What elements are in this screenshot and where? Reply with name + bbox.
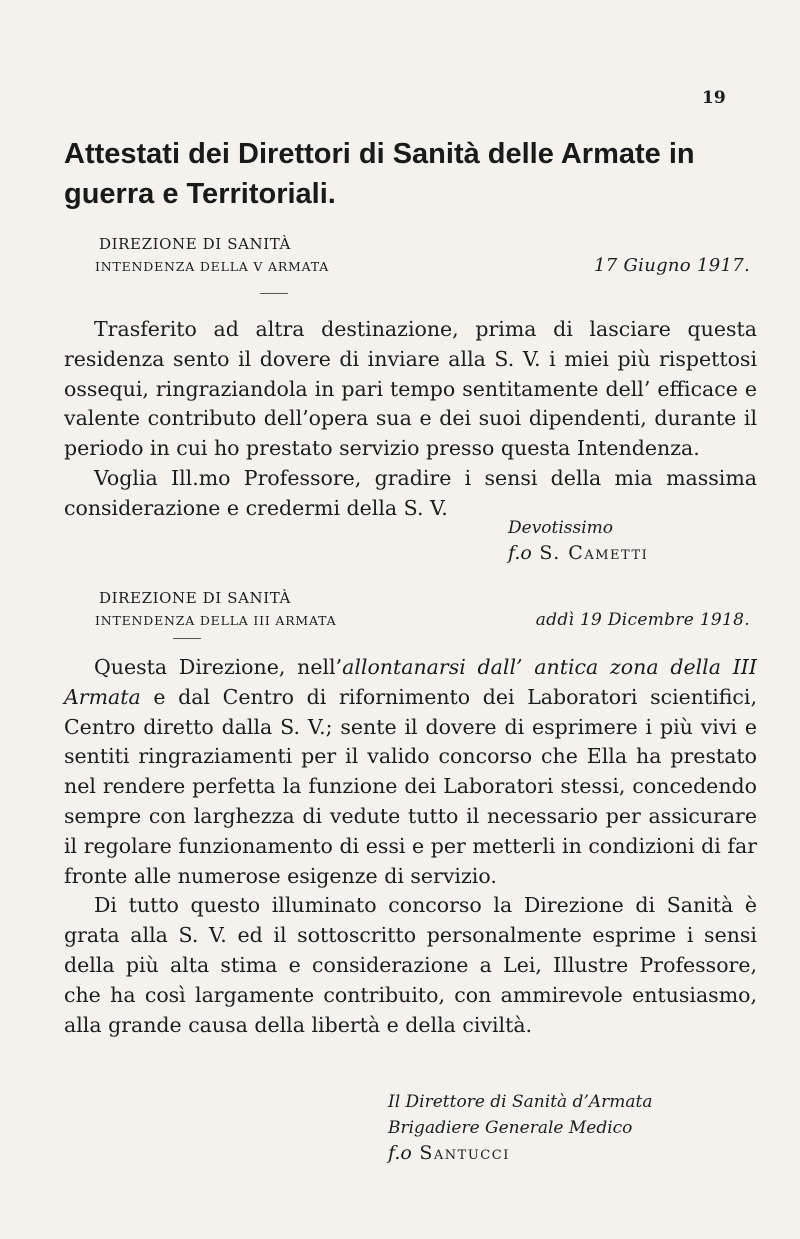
page-number: 19: [702, 88, 726, 108]
letter-1-paragraph-2: Voglia Ill.mo Professore, gradire i sensi della mia massima considerazione e credermi della S. V.: [64, 465, 757, 520]
letter-2-department: INTENDENZA DELLA III ARMATA: [95, 613, 337, 628]
letter-2-signature-name: Santucci: [419, 1142, 510, 1164]
letter-2-p1-rest: e dal Centro di rifornimento dei Laboratori scientifici, Centro diretto dalla S. V.; sente il dovere di esprimere i più vivi e sentiti ringraziamenti per il valido concorso che Ella ha prestato nel rendere perfetta la funzione dei Laboratori stessi, concedendo sempre con larghezza di vedute tutto il necessario per assicurare il regolare funzionamento di essi e per metterli in condizioni di far fronte alle numerose esigenze di servizio.: [64, 684, 757, 888]
letter-1-signature: [508, 542, 648, 564]
letter-1-office: DIREZIONE DI SANITÀ: [99, 235, 291, 253]
letter-2-p1-italic: allontanarsi dall’ antica zona della III Armata: [64, 655, 757, 709]
letter-2-office: DIREZIONE DI SANITÀ: [99, 589, 291, 607]
letter-1-signature-prefix: f.o: [508, 542, 532, 564]
letter-2-signature-prefix: f.o: [388, 1142, 412, 1164]
letter-header-2: [95, 587, 750, 632]
letter-2-closing-line-2: Brigadiere Generale Medico: [388, 1118, 633, 1138]
letter-1-closing: Devotissimo: [508, 518, 614, 538]
letter-header-1: [95, 233, 750, 278]
letter-1-signature-name: S. Cametti: [539, 542, 649, 564]
letter-1-body: [64, 315, 757, 524]
letter-2-signature: [388, 1142, 510, 1164]
letter-2-closing-line-1: Il Direttore di Sanità d’Armata: [388, 1092, 653, 1112]
letter-2-body: [64, 653, 757, 1040]
page-title: Attestati dei Direttori di Sanità delle Armate in guerra e Territoriali.: [64, 138, 695, 210]
letter-2-paragraph-1: [64, 653, 757, 891]
letter-2-paragraph-2: Di tutto questo illuminato concorso la Direzione di Sanità è grata alla S. V. ed il sottoscritto personalmente esprime i sensi della più alta stima e considerazione a Lei, Illustre Professore, che ha così largamente contribuito, con ammirevole entusiasmo, alla grande causa della libertà e della civiltà.: [64, 893, 757, 1037]
letter-1-date: 17 Giugno 1917.: [593, 255, 750, 276]
divider-rule-2: [173, 638, 201, 639]
letter-2-date: addì 19 Dicembre 1918.: [535, 610, 750, 630]
letter-1-department: INTENDENZA DELLA V ARMATA: [95, 259, 330, 274]
letter-1-paragraph-1: Trasferito ad altra destinazione, prima di lasciare questa residenza sento il dovere di inviare alla S. V. i miei più rispettosi ossequi, ringraziandola in pari tempo sentitamente dell’ efficace e valente contributo dell’opera sua e dei suoi dipendenti, durante il periodo in cui ho prestato servizio presso questa Intendenza.: [64, 317, 757, 461]
letter-2-p1-lead: Questa Direzione, nell’: [94, 655, 343, 679]
divider-rule-1: [260, 293, 288, 294]
